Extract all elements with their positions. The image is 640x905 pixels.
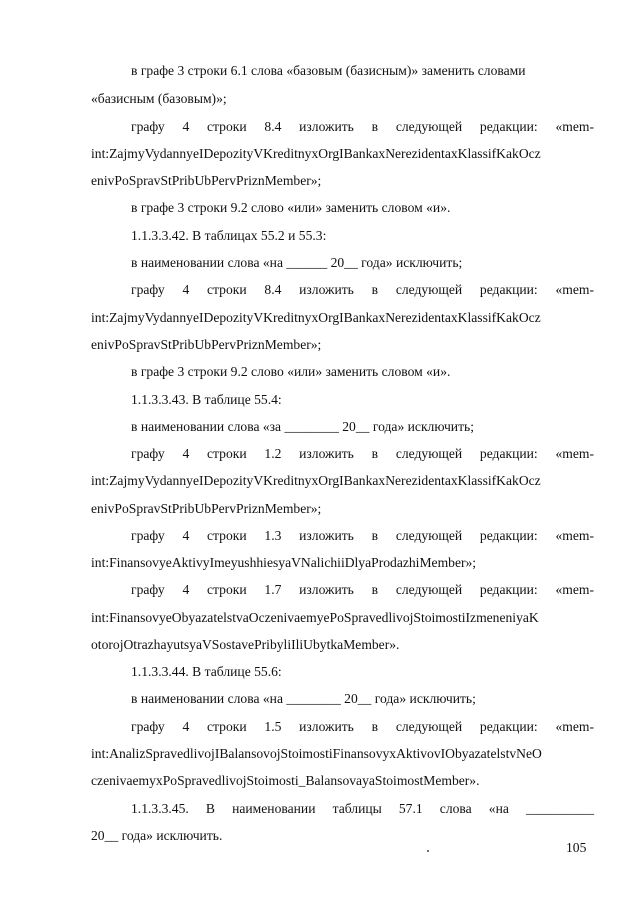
page-number: 105 [566,840,587,855]
text-line: int:ZajmyVydannyeIDepozityVKreditnyxOrgIBankaxNerezidentaxKlassifKakOcz [91,473,541,488]
text-line: enivPoSpravStPribUbPervPriznMember»; [91,501,322,516]
text-line: czenivaemyxPoSpravedlivojStoimosti_BalansovayaStoimostMember». [91,773,480,788]
text-line: графу 4 строки 1.3 изложить в следующей редакции: «mem- [131,528,594,543]
text-line: 20__ года» исключить. [91,828,223,843]
text-line: enivPoSpravStPribUbPervPriznMember»; [91,337,322,352]
section-heading: 1.1.3.3.43. В таблице 55.4: [131,392,282,407]
section-heading: 1.1.3.3.42. В таблицах 55.2 и 55.3: [131,228,327,243]
scan-speck [427,850,429,852]
text-line: графу 4 строки 1.7 изложить в следующей редакции: «mem- [131,582,594,597]
section-heading: 1.1.3.3.44. В таблице 55.6: [131,664,282,679]
text-line: int:FinansovyeAktivyImeyushhiesyaVNalichiiDlyaProdazhiMember»; [91,555,477,570]
text-line: в графе 3 строки 9.2 слово «или» заменить словом «и». [131,364,451,379]
section-heading: 1.1.3.3.45. В наименовании таблицы 57.1 слова «на __________ [131,801,594,816]
text-line: в графе 3 строки 6.1 слова «базовым (базисным)» заменить словами [131,63,526,78]
text-line: otorojOtrazhayutsyaVSostavePribyliIliUbytkaMember». [91,637,400,652]
text-line: в наименовании слова «за ________ 20__ года» исключить; [131,419,474,434]
text-line: графу 4 строки 1.5 изложить в следующей редакции: «mem- [131,719,594,734]
text-line: «базисным (базовым)»; [91,91,227,106]
text-line: enivPoSpravStPribUbPervPriznMember»; [91,173,322,188]
text-line: графу 4 строки 1.2 изложить в следующей редакции: «mem- [131,446,594,461]
text-line: графу 4 строки 8.4 изложить в следующей редакции: «mem- [131,119,594,134]
text-line: в наименовании слова «на ______ 20__ года» исключить; [131,255,463,270]
text-line: int:FinansovyeObyazatelstvaOczenivaemyePoSpravedlivojStoimostiIzmeneniyaK [91,610,539,625]
text-line: int:ZajmyVydannyeIDepozityVKreditnyxOrgIBankaxNerezidentaxKlassifKakOcz [91,146,541,161]
text-line: в графе 3 строки 9.2 слово «или» заменить словом «и». [131,200,451,215]
text-line: в наименовании слова «на ________ 20__ года» исключить; [131,691,476,706]
text-line: графу 4 строки 8.4 изложить в следующей редакции: «mem- [131,282,594,297]
text-line: int:ZajmyVydannyeIDepozityVKreditnyxOrgIBankaxNerezidentaxKlassifKakOcz [91,310,541,325]
text-line: int:AnalizSpravedlivojIBalansovojStoimostiFinansovyxAktivovIObyazatelstvNeO [91,746,542,761]
